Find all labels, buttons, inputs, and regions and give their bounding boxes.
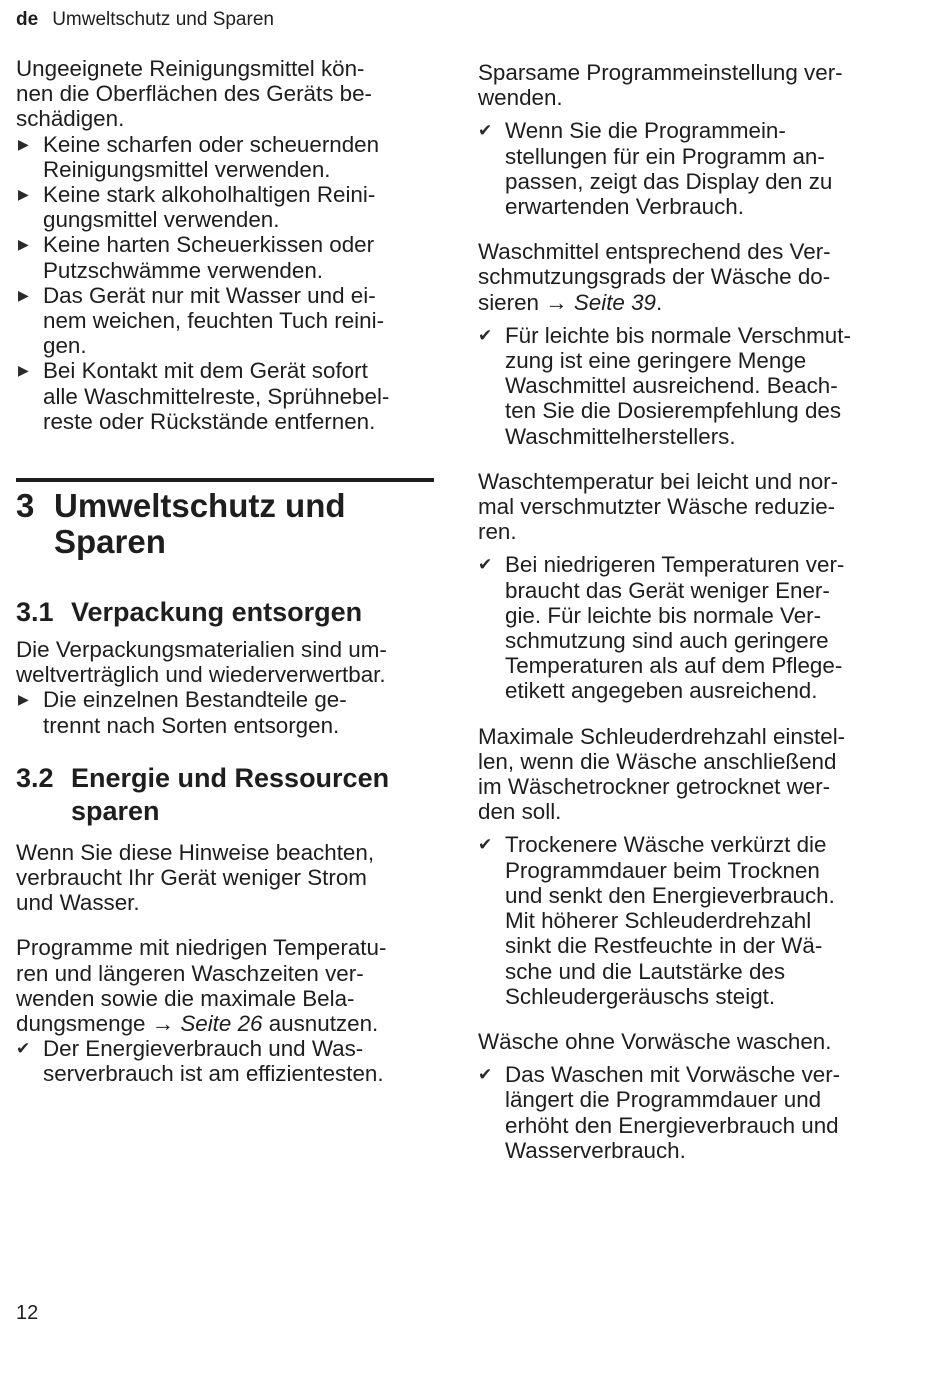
tip-paragraph-spin-speed: Maximale Schleuderdrehzahl einstel- len, wenn die Wäsche anschließend im Wäschetrockner getrocknet wer- den soll. — [478, 723, 846, 825]
tip-check-list — [478, 552, 898, 703]
section-3-2-check-list — [16, 1036, 434, 1086]
triangle-bullet-icon: ▶ — [18, 236, 29, 253]
header-section-title: Umweltschutz und Sparen — [52, 9, 274, 30]
tip-paragraph-detergent: Waschmittel entsprechend des Ver- schmutzungsgrads der Wäsche do- sieren → Seite 39. — [478, 239, 831, 315]
intro-paragraph: Ungeeignete Reinigungsmittel kön- nen die Oberflächen des Geräts be- schädigen. — [16, 56, 372, 132]
tip-check-list — [478, 323, 898, 449]
right-column — [478, 60, 898, 1163]
tip-paragraph-prewash: Wäsche ohne Vorwäsche waschen. — [478, 1028, 832, 1054]
page-reference-link[interactable]: Seite 26 — [180, 1011, 263, 1037]
checkmark-icon: ✔ — [478, 835, 493, 855]
section-3-1-list — [16, 687, 434, 737]
language-tag: de — [16, 9, 39, 30]
list-item: ✔ Trockenere Wäsche verkürzt die Programmdauer beim Trocknen und senkt den Energieverbrauch. Mit höherer Schleuderdrehzahl sinkt die Restfeuchte in der Wä- sche und die Lautstärke des Schleudergeräuschs steigt. — [478, 832, 835, 1009]
list-item: ▶ Keine stark alkoholhaltigen Reini- gungsmittel verwenden. — [18, 182, 376, 233]
tip-check-list — [478, 832, 898, 1008]
list-item: ✔ Für leichte bis normale Verschmut- zung ist eine geringere Menge Waschmittel ausreichend. Beach- ten Sie die Dosierempfehlung des Waschmittelherstellers. — [478, 322, 851, 449]
triangle-bullet-icon: ▶ — [18, 186, 29, 203]
tip-check-list — [478, 118, 898, 219]
section-heading-3-2: 3.2 Energie und Ressourcen sparen — [16, 762, 390, 826]
triangle-bullet-icon: ▶ — [18, 135, 29, 152]
page-header — [16, 8, 274, 32]
checkmark-icon: ✔ — [478, 1065, 493, 1085]
section-3-1-text: Die Verpackungsmaterialien sind um- weltverträglich und wiederverwertbar. — [16, 637, 387, 688]
list-item: ✔ Der Energieverbrauch und Was- serverbrauch ist am effizientesten. — [16, 1036, 384, 1087]
tip-paragraph-temperature: Waschtemperatur bei leicht und nor- mal verschmutzter Wäsche reduzie- ren. — [478, 468, 839, 545]
section-3-2-text: Wenn Sie diese Hinweise beachten, verbraucht Ihr Gerät weniger Strom und Wasser. — [16, 839, 375, 916]
checkmark-icon: ✔ — [478, 325, 493, 345]
section-3-2-programs-paragraph: Programme mit niedrigen Temperatu- ren und längeren Waschzeiten ver- wenden sowie die maximale Bela- dungsmenge → Seite 26 ausnutzen. — [16, 935, 387, 1037]
list-item: ▶ Das Gerät nur mit Wasser und ei- nem weichen, feuchten Tuch reini- gen. — [18, 282, 385, 359]
page-number: 12 — [16, 1302, 39, 1324]
chapter-heading: 3 Umweltschutz und Sparen — [16, 487, 346, 561]
tip-paragraph-program-settings: Sparsame Programmeinstellung ver- wenden. — [478, 60, 843, 111]
tip-check-list — [478, 1062, 898, 1163]
list-item: ▶ Bei Kontakt mit dem Gerät sofort alle Waschmittelreste, Sprühnebel- reste oder Rückstände entfernen. — [18, 358, 390, 434]
list-item: ▶ Keine scharfen oder scheuernden Reinigungsmittel verwenden. — [18, 131, 380, 182]
left-column — [16, 56, 434, 1087]
cleaning-bullet-list — [16, 132, 434, 434]
list-item: ▶ Keine harten Scheuerkissen oder Putzschwämme verwenden. — [18, 232, 375, 283]
checkmark-icon: ✔ — [478, 121, 493, 141]
triangle-bullet-icon: ▶ — [18, 286, 29, 303]
checkmark-icon: ✔ — [16, 1039, 31, 1059]
section-heading-3-1: 3.1 Verpackung entsorgen — [16, 597, 363, 628]
list-item: ▶ Die einzelnen Bestandteile ge- trennt nach Sorten entsorgen. — [18, 687, 347, 738]
list-item: ✔ Wenn Sie die Programmein- stellungen für ein Programm an- passen, zeigt das Display den zu erwartenden Verbrauch. — [478, 118, 833, 220]
list-item: ✔ Das Waschen mit Vorwäsche ver- längert die Programmdauer und erhöht den Energieverbrauch und Wasserverbrauch. — [478, 1062, 841, 1163]
checkmark-icon: ✔ — [478, 555, 493, 575]
triangle-bullet-icon: ▶ — [18, 362, 29, 379]
triangle-bullet-icon: ▶ — [18, 691, 29, 708]
list-item: ✔ Bei niedrigeren Temperaturen ver- braucht das Gerät weniger Ener- gie. Für leichte bis normale Ver- schmutzung sind auch geringere Temperaturen als auf dem Pflege- etikett angegeben ausreichend. — [478, 552, 845, 704]
page-reference-link[interactable]: Seite 39 — [573, 289, 656, 315]
